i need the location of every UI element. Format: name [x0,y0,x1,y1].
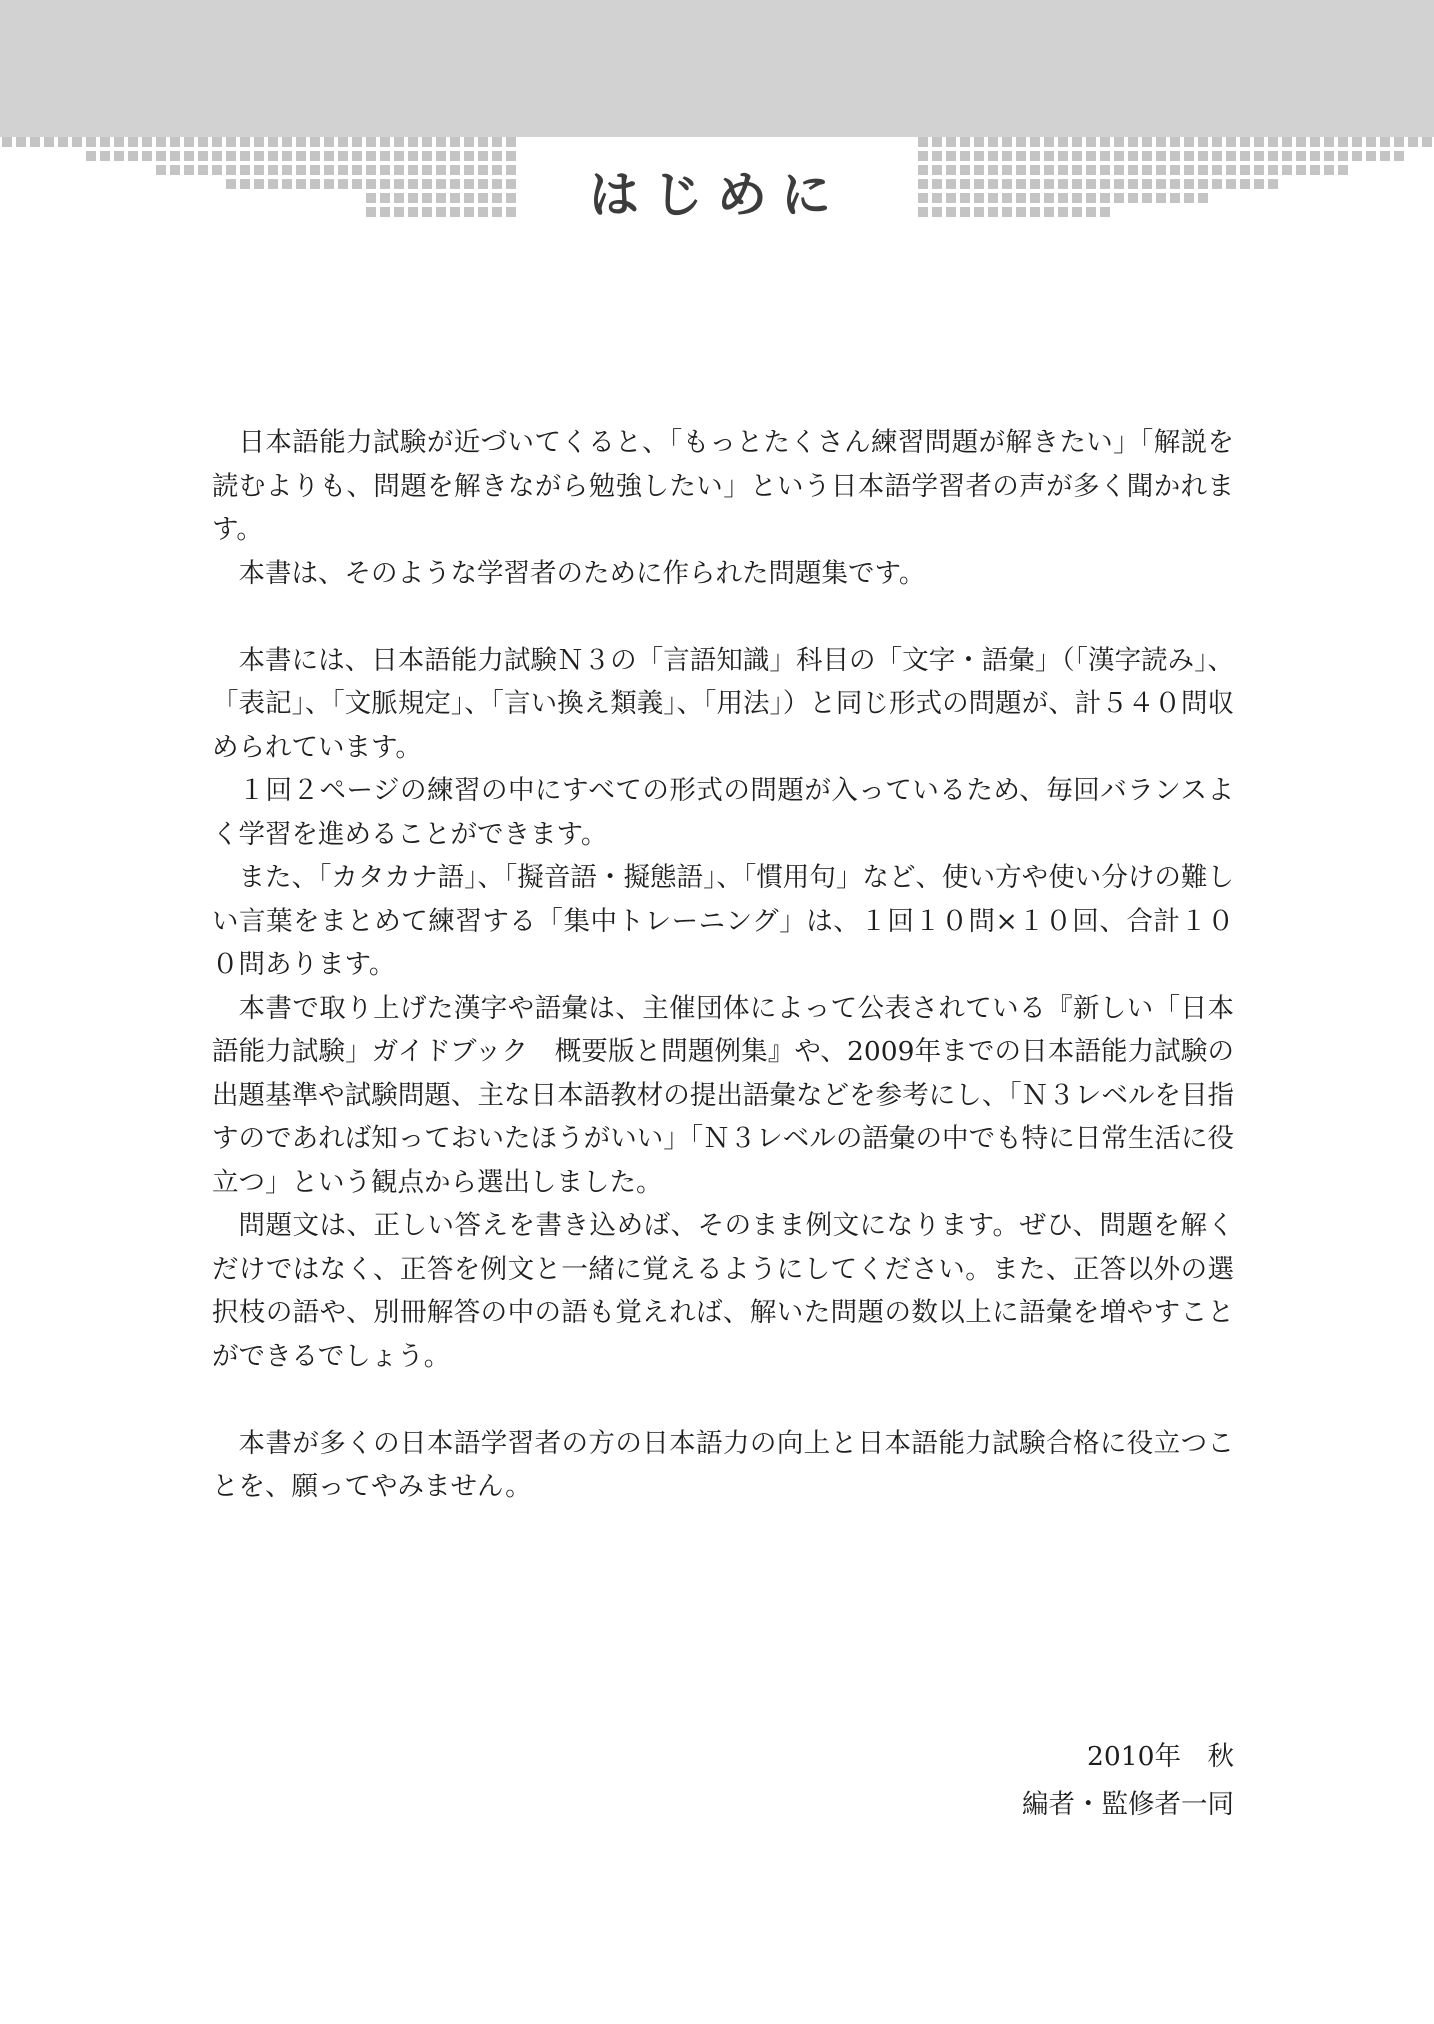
pixel-square [1310,137,1320,147]
pixel-square [1184,137,1194,147]
paragraph-usage: 問題文は、正しい答えを書き込めば、そのまま例文になります。ぜひ、問題を解くだけではなく、正答を例文と一緒に覚えるようにしてください。また、正答以外の選択枝の語や、別冊解答の中の語も覚えれば、解いた問題の数以上に語彙を増やすことができるでしょう。 [212,1210,1234,1372]
pixel-square [408,137,418,147]
pixel-square [918,137,928,147]
pixel-square [380,137,390,147]
pixel-square [1086,137,1096,147]
pixel-square [1030,137,1040,147]
paragraph-practice: １回２ページの練習の中にすべての形式の問題が入っているため、毎回バランスよく学習を進めることができます。 [212,775,1234,850]
paragraph-vocabulary: 本書で取り上げた漢字や語彙は、主催団体によって公表されている『新しい「日本語能力試験」ガイドブック 概要版と問題例集』や、2009年までの日本語能力試験の出題基準や試験問題、主な日本語教材の提出語彙などを参考にし、「Ｎ３レベルを目指すのであれば知っておいたほうがいい」「Ｎ３レベルの語彙の中でも特に日常生活に役立つ」という観点から選出しました。 [212,992,1234,1198]
pixel-square [282,137,292,147]
pixel-square [114,137,124,147]
pixel-square [478,137,488,147]
pixel-square [1016,137,1026,147]
paragraph-gap [212,1378,1234,1422]
pixel-square [506,137,516,147]
paragraph-contents: 本書には、日本語能力試験Ｎ３の「言語知識」科目の「文字・語彙」（「漢字読み」、「表記」、「文脈規定」、「言い換え類義」、「用法」）と同じ形式の問題が、計５４０問収められています。 [212,644,1234,763]
pixel-square [240,137,250,147]
pixel-square [100,137,110,147]
pixel-square [1296,137,1306,147]
pixel-square [1380,137,1390,147]
paragraph-training: また、「カタカナ語」、「擬音語・擬態語」、「慣用句」など、使い方や使い分けの難しい言葉をまとめて練習する「集中トレーニング」は、１回１０問×１０回、合計１００問あります。 [212,862,1234,980]
pixel-square [1002,137,1012,147]
pixel-square [128,137,138,147]
pixel-square [1254,137,1264,147]
pixel-square [1282,137,1292,147]
pixel-square [254,137,264,147]
pixel-square [1156,137,1166,147]
pixel-square [1352,137,1362,147]
pixel-square [142,137,152,147]
signature-author: 編者・監修者一同 [1022,1789,1234,1820]
pixel-square [450,137,460,147]
pixel-square [394,137,404,147]
pixel-square [974,137,984,147]
pixel-square [16,137,26,147]
paragraph-closing: 本書が多くの日本語学習者の方の日本語力の向上と日本語能力試験合格に役立つことを、願ってやみません。 [212,1427,1234,1502]
pixel-square [988,137,998,147]
pixel-square [1394,137,1404,147]
paragraph-purpose: 本書は、そのような学習者のために作られた問題集です。 [238,557,926,589]
pixel-square [960,137,970,147]
pixel-square [310,137,320,147]
pixel-square [226,137,236,147]
signature [1022,1733,1234,1829]
pixel-square [946,137,956,147]
pixel-square [338,137,348,147]
pixel-square [492,137,502,147]
pixel-square [1366,137,1376,147]
pixel-square [58,137,68,147]
pixel-square [1324,137,1334,147]
body-text [212,421,1234,1509]
pixel-square [1422,137,1432,147]
pixel-square [156,137,166,147]
pixel-square [1226,137,1236,147]
paragraph-gap [212,595,1234,639]
pixel-square [1114,137,1124,147]
pixel-square [1240,137,1250,147]
pixel-square [184,137,194,147]
pixel-square [1268,137,1278,147]
pixel-square [212,137,222,147]
pixel-square [1338,137,1348,147]
pixel-square [464,137,474,147]
pixel-square [1408,137,1418,147]
page-title: はじめに [589,166,845,224]
pixel-square [1170,137,1180,147]
pixel-square [1198,137,1208,147]
pixel-square [198,137,208,147]
pixel-square [1058,137,1068,147]
header-band [0,0,1434,137]
signature-date: 2010年 秋 [1087,1741,1234,1772]
pixel-square [352,137,362,147]
pixel-square [1212,137,1222,147]
pixel-square [366,137,376,147]
pixel-square [1044,137,1054,147]
pixel-square [422,137,432,147]
pixel-square [30,137,40,147]
pixel-square [268,137,278,147]
pixel-square [72,137,82,147]
paragraph-intro: 日本語能力試験が近づいてくると、「もっとたくさん練習問題が解きたい」「解説を読むよりも、問題を解きながら勉強したい」という日本語学習者の声が多く聞かれます。 [212,427,1234,545]
pixel-square [436,137,446,147]
pixel-square [1100,137,1110,147]
pixel-square [296,137,306,147]
pixel-square [1142,137,1152,147]
pixel-square [170,137,180,147]
pixel-square [1072,137,1082,147]
pixel-square [1128,137,1138,147]
pixel-square [324,137,334,147]
pixel-square [44,137,54,147]
pixel-square [932,137,942,147]
pixel-square [2,137,12,147]
pixel-square [86,137,96,147]
